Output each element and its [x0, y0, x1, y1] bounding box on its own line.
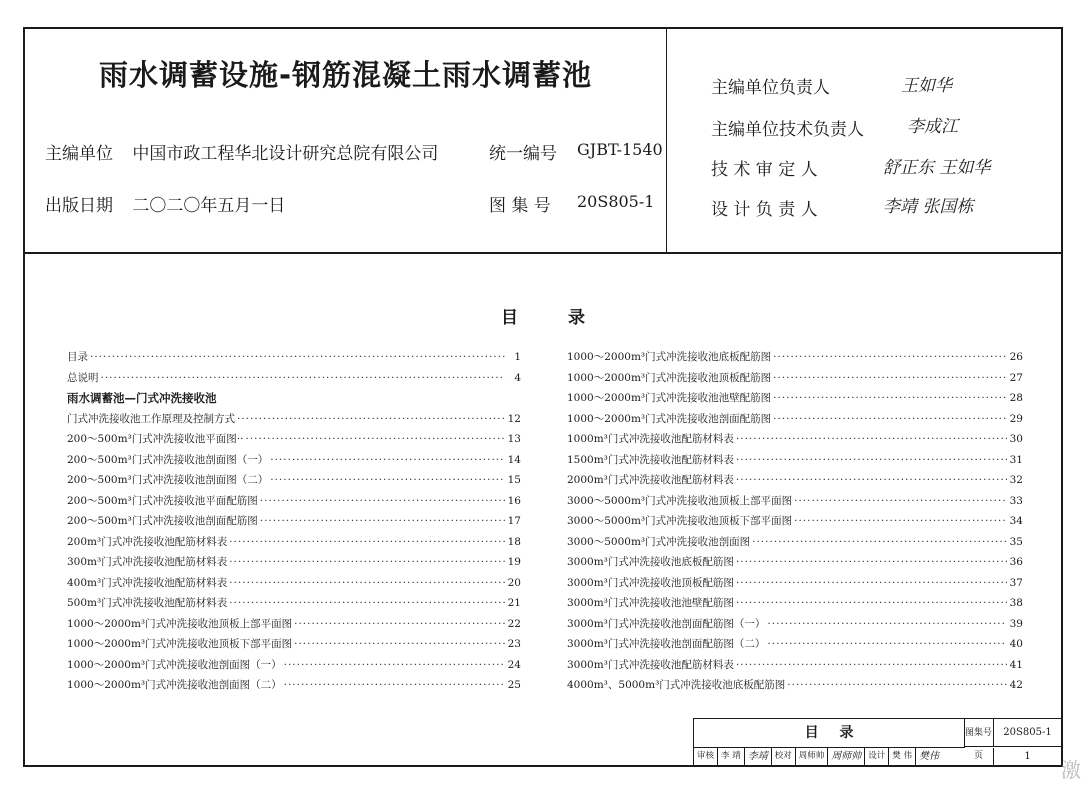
toc-entry-page: 41	[1009, 658, 1023, 671]
toc-entry-title: 3000～5000m³门式冲洗接收池剖面图	[567, 535, 751, 548]
toc-entry-page: 13	[507, 433, 521, 445]
toc-entry-title: 1000～2000m³门式冲洗接收池剖面图（二）	[67, 679, 282, 691]
toc-entry-title: 1000～2000m³门式冲洗接收池底板配筋图	[567, 351, 772, 363]
toc-right-column	[567, 347, 1023, 696]
toc-entry-page: 22	[507, 617, 521, 630]
signature-handwritten: 舒正东 王如华	[883, 158, 991, 178]
toc-entry-title: 1500m³门式冲洗接收池配筋材料表	[567, 453, 734, 466]
signature-role: 主编单位技术负责人	[711, 120, 864, 140]
toc-entry-title: 3000m³门式冲洗接收池剖面配筋图（一）	[567, 617, 766, 630]
toc-entry-page: 35	[1009, 535, 1023, 548]
review-label: 审核	[694, 748, 718, 765]
toc-entry	[567, 450, 1023, 471]
signature-row	[711, 73, 871, 98]
toc-entry-title: 200～500m³门式冲洗接收池剖面图（二）	[67, 474, 269, 486]
signature-role: 设 计 负 责 人	[711, 200, 818, 220]
toc-entry	[67, 532, 521, 553]
header-left	[25, 29, 667, 252]
toc-entry-page: 31	[1009, 453, 1023, 466]
page-value-cell: 1	[1024, 751, 1031, 762]
toc-entry-title: 200～500m³门式冲洗接收池平面配筋图	[67, 494, 258, 507]
toc-leader-dots	[773, 409, 1007, 430]
toc-leader-dots	[270, 470, 505, 491]
toc-entry-page: 30	[1009, 433, 1023, 445]
watermark: 激	[1061, 758, 1081, 782]
toc-leader-dots	[294, 634, 505, 655]
toc-entry-title: 目录	[67, 351, 88, 363]
toc-entry	[67, 409, 521, 430]
atlas-title: 雨水调蓄设施-钢筋混凝土雨水调蓄池	[98, 58, 593, 92]
signature-handwritten: 王如华	[901, 76, 952, 96]
toc-entry-title: 3000m³门式冲洗接收池池壁配筋图	[567, 597, 734, 609]
toc-entry	[567, 655, 1023, 676]
publish-date-row	[45, 191, 285, 216]
toc-entry	[567, 409, 1023, 430]
header-block	[25, 29, 1061, 254]
toc-entry	[567, 511, 1023, 532]
toc-left-column	[67, 347, 521, 696]
signature-handwritten: 李靖 张国栋	[883, 197, 974, 217]
toc-entry-page: 14	[507, 453, 521, 466]
toc-entry-title: 1000～2000m³门式冲洗接收池池壁配筋图	[567, 392, 772, 404]
toc-entry	[567, 429, 1023, 450]
toc-entry-title: 3000m³门式冲洗接收池配筋材料表	[567, 658, 734, 671]
toc-entry	[67, 593, 521, 614]
toc-entry-title: 门式冲洗接收池工作原理及控制方式	[67, 412, 235, 425]
toc-leader-dots	[767, 614, 1007, 635]
toc-entry-title: 200m³门式冲洗接收池配筋材料表	[67, 535, 228, 548]
design-name: 樊 伟	[889, 748, 916, 765]
atlas-no-label-cell: 图集号	[964, 719, 994, 747]
signature-role: 主编单位负责人	[711, 78, 830, 98]
title-block	[693, 718, 1062, 766]
toc-entry	[67, 655, 521, 676]
toc-entry-page: 32	[1009, 474, 1023, 486]
toc-entry-title: 3000～5000m³门式冲洗接收池顶板下部平面图	[567, 515, 793, 527]
toc-entry	[67, 614, 521, 635]
unified-code-value: GJBT-1540	[577, 140, 663, 159]
signature-row	[711, 155, 871, 180]
toc-entry-page: 17	[507, 515, 521, 527]
toc-entry-page: 12	[507, 412, 521, 425]
toc-entry	[567, 593, 1023, 614]
toc-entry-page: 21	[507, 597, 521, 609]
toc-leader-dots	[284, 675, 505, 696]
toc-entry-page: 4	[514, 371, 521, 384]
title-block-signatures	[694, 748, 964, 765]
review-name: 李 靖	[718, 748, 745, 765]
toc-entry	[567, 470, 1023, 491]
toc-entry-title: 200～500m³门式冲洗接收池剖面配筋图	[67, 515, 258, 527]
toc-entry-page: 33	[1009, 494, 1023, 507]
signature-role: 技 术 审 定 人	[711, 160, 818, 180]
check-label: 校对	[772, 748, 796, 765]
toc-leader-dots	[767, 634, 1007, 655]
toc-leader-dots	[101, 368, 506, 389]
toc-entry-page: 27	[1009, 371, 1023, 384]
toc-entry-page: 19	[507, 556, 521, 568]
toc-entry-title: 1000～2000m³门式冲洗接收池顶板下部平面图	[67, 638, 293, 650]
publish-date-value: 二〇二〇年五月一日	[132, 196, 286, 216]
toc-entry-title: 3000～5000m³门式冲洗接收池顶板上部平面图	[567, 494, 793, 507]
toc-entry-page: 23	[507, 638, 521, 650]
toc-entry	[67, 511, 521, 532]
title-block-title-char: 录	[839, 725, 854, 741]
signature-row	[711, 115, 871, 140]
toc-leader-dots	[794, 491, 1007, 512]
toc-entry-page: 28	[1009, 392, 1023, 404]
toc-entry-title: 1000m³门式冲洗接收池配筋材料表	[567, 433, 734, 445]
toc-entry-title: 1000～2000m³门式冲洗接收池顶板上部平面图	[67, 617, 293, 630]
editor-unit-value: 中国市政工程华北设计研究总院有限公司	[132, 144, 439, 164]
toc-entry	[67, 347, 521, 368]
toc-entry-title: 400m³门式冲洗接收池配筋材料表	[67, 576, 228, 589]
toc-leader-dots	[284, 655, 505, 676]
toc-title	[25, 303, 1061, 328]
toc-title-char: 录	[567, 308, 585, 328]
review-sign: 李靖	[745, 748, 772, 765]
toc-section-heading	[67, 388, 521, 409]
toc-leader-dots	[294, 614, 505, 635]
toc-entry	[567, 368, 1023, 389]
toc-entry-title: 雨水调蓄池—门式冲洗接收池	[67, 391, 217, 405]
drawing-frame	[23, 27, 1063, 767]
toc-entry	[67, 470, 521, 491]
toc-entry	[567, 634, 1023, 655]
toc-leader-dots	[260, 511, 505, 532]
toc-entry-title: 3000m³门式冲洗接收池底板配筋图	[567, 556, 734, 568]
toc-entry	[67, 450, 521, 471]
editor-unit-label: 主编单位	[45, 144, 113, 164]
toc-entry-page: 36	[1009, 556, 1023, 568]
toc-leader-dots	[773, 347, 1007, 368]
toc-entry	[67, 429, 521, 450]
toc-entry-title: 500m³门式冲洗接收池配筋材料表	[67, 597, 228, 609]
toc-leader-dots	[736, 552, 1007, 573]
atlas-no-label: 图 集 号	[489, 196, 551, 216]
atlas-no-value: 20S805-1	[577, 192, 655, 211]
unified-code-label: 统一编号	[489, 144, 557, 164]
toc-entry-page: 20	[507, 576, 521, 589]
toc-entry-title: 200～500m³门式冲洗接收池平面图··	[67, 433, 244, 445]
toc-leader-dots	[773, 368, 1007, 389]
toc-entry-title: 2000m³门式冲洗接收池配筋材料表	[567, 474, 734, 486]
publish-date-label: 出版日期	[45, 196, 113, 216]
toc-entry-page: 40	[1009, 638, 1023, 650]
toc-entry	[567, 532, 1023, 553]
atlas-no-value-cell: 20S805-1	[994, 719, 1061, 747]
design-sign: 樊伟	[918, 751, 939, 762]
signature-handwritten: 李成江	[907, 117, 958, 137]
toc-leader-dots	[229, 573, 505, 594]
toc-entry-page: 18	[507, 535, 521, 548]
toc-entry-title: 总说明	[67, 371, 99, 384]
toc-entry	[567, 573, 1023, 594]
toc-entry-page: 15	[507, 474, 521, 486]
toc-entry-page: 37	[1009, 576, 1023, 589]
toc-leader-dots	[229, 532, 505, 553]
toc-entry	[67, 552, 521, 573]
toc-leader-dots	[736, 655, 1007, 676]
toc-leader-dots	[736, 450, 1007, 471]
toc-entry-title: 200～500m³门式冲洗接收池剖面图（一）	[67, 453, 269, 466]
toc-leader-dots	[270, 450, 505, 471]
title-block-title-char: 目	[804, 725, 819, 741]
toc-leader-dots	[245, 429, 505, 450]
toc-entry-title: 1000～2000m³门式冲洗接收池顶板配筋图	[567, 371, 772, 384]
toc-entry-page: 1	[514, 351, 521, 363]
check-name: 周师帅	[796, 748, 829, 765]
toc-entry-page: 26	[1009, 351, 1023, 363]
toc-leader-dots	[229, 593, 505, 614]
toc-entry	[67, 634, 521, 655]
toc-leader-dots	[90, 347, 505, 368]
signature-row	[711, 195, 871, 220]
toc-entry-title: 300m³门式冲洗接收池配筋材料表	[67, 556, 228, 568]
toc-entry-page: 38	[1009, 597, 1023, 609]
toc-leader-dots	[752, 532, 1007, 553]
toc-leader-dots	[736, 429, 1007, 450]
toc-entry-title: 3000m³门式冲洗接收池剖面配筋图（二）	[567, 638, 766, 650]
page-label-cell: 页	[964, 748, 994, 765]
toc-entry-title: 1000～2000m³门式冲洗接收池剖面图（一）	[67, 658, 282, 671]
toc-entry	[567, 552, 1023, 573]
title-block-title	[694, 719, 965, 748]
toc-entry	[67, 491, 521, 512]
toc-entry	[567, 675, 1023, 696]
toc-leader-dots	[736, 573, 1007, 594]
toc-entry-page: 25	[507, 679, 521, 691]
check-sign: 周师帅	[828, 748, 865, 765]
toc-entry	[567, 347, 1023, 368]
toc-leader-dots	[794, 511, 1007, 532]
toc-entry-page: 29	[1009, 412, 1023, 425]
toc-entry	[67, 573, 521, 594]
design-label: 设计	[865, 748, 889, 765]
toc-leader-dots	[736, 593, 1007, 614]
toc-entry	[67, 368, 521, 389]
toc-entry-title: 3000m³门式冲洗接收池顶板配筋图	[567, 576, 734, 589]
toc-leader-dots	[229, 552, 505, 573]
toc-entry	[567, 614, 1023, 635]
toc-leader-dots	[237, 409, 505, 430]
toc-entry	[567, 388, 1023, 409]
editor-unit-row	[45, 139, 438, 164]
toc-entry-page: 42	[1009, 679, 1023, 691]
toc-leader-dots	[260, 491, 505, 512]
toc-entry-page: 39	[1009, 617, 1023, 630]
toc-title-char: 目	[501, 308, 519, 328]
toc-entry-page: 34	[1009, 515, 1023, 527]
toc-leader-dots	[736, 470, 1007, 491]
toc-entry-page: 24	[507, 658, 521, 671]
toc-leader-dots	[773, 388, 1007, 409]
toc-leader-dots	[787, 675, 1007, 696]
toc-entry-page: 16	[507, 494, 521, 507]
toc-entry-title: 1000～2000m³门式冲洗接收池剖面配筋图	[567, 412, 772, 425]
toc-entry	[67, 675, 521, 696]
toc-entry	[567, 491, 1023, 512]
toc-entry-title: 4000m³、5000m³门式冲洗接收池底板配筋图	[567, 679, 786, 691]
